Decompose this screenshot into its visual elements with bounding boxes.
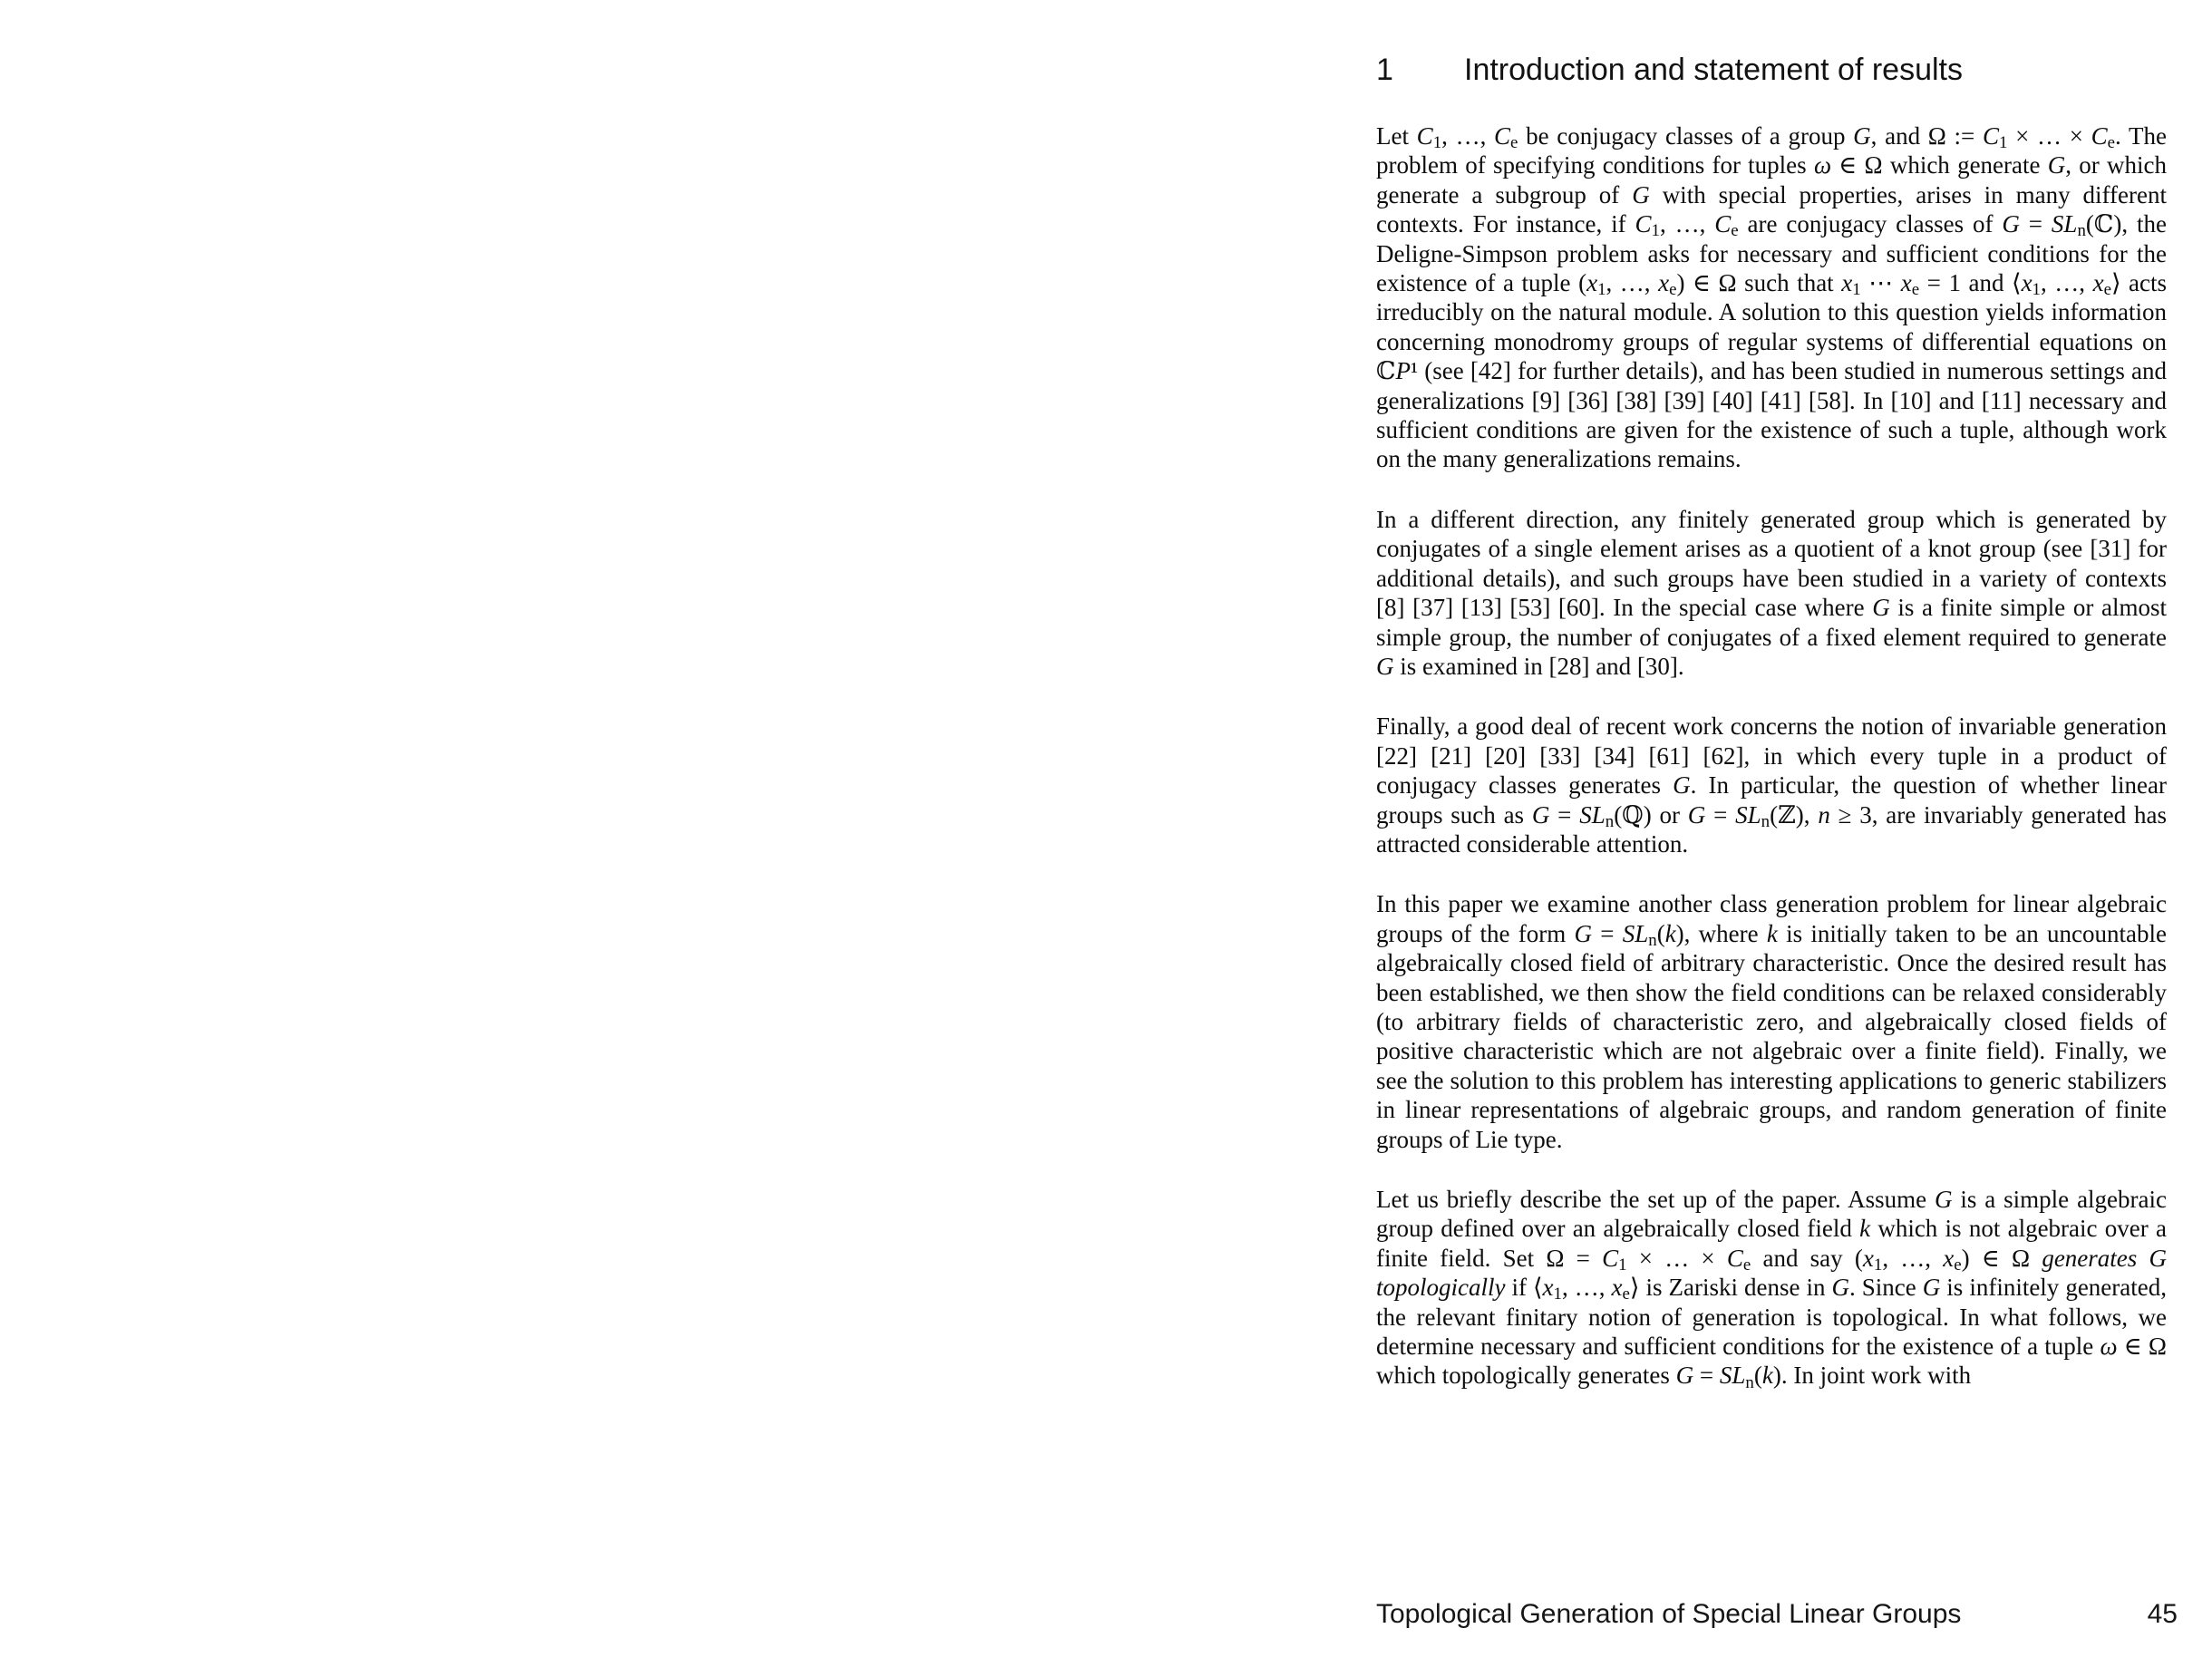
section-number: 1 (1376, 53, 1393, 87)
running-title: Topological Generation of Special Linear Groups (1376, 1599, 1962, 1629)
paragraph: Let $C_1$, …, $C_e$ be conjugacy classes of a group G, and Ω := $C_1$ × … × $C_e$. The problem of specifying conditions for tuples ω ∈ Ω which generate G, or which generate a subgroup of G with special properties, arises in many different contexts. For instance, if $C_1$, …, $C_e$ are conjugacy classes of $G = SL_n(ℂ)$, the Deligne-Simpson problem asks for necessary and sufficient conditions for the existence of a tuple ($x_1$, …, $x_e$) ∈ Ω such that $x_1$ ⋯ $x_e = 1$ and $⟨x_1$, …, $x_e⟩$ acts irreducibly on the natural module. A solution to this question yields information concerning monodromy groups of regular systems of differential equations on ℂP¹ (see [42] for further details), and has been studied in numerous settings and generalizations [9] [36] [38] [39] [40] [41] [58]. In [10] and [11] necessary and sufficient conditions are given for the existence of such a tuple, although work on the many generalizations remains. (1376, 122, 2168, 473)
paragraph: Let us briefly describe the set up of the paper. Assume G is a simple algebraic group defined over an algebraically closed field k which is not algebraic over a finite field. Set $\Omega = C_1$ × … × $C_e$ and say ($x_1$, …, $x_e$) ∈ Ω generates G topologically if $⟨x_1$, …, $x_e⟩$ is Zariski dense in G. Since G is infinitely generated, the relevant finitary notion of generation is topological. In what follows, we determine necessary and sufficient conditions for the existence of a tuple ω ∈ Ω which topologically generates $G = SL_n(k)$. In joint work with (1376, 1186, 2168, 1392)
section-title: Introduction and statement of results (1464, 53, 1963, 87)
page-footer (1376, 1599, 2178, 1630)
paragraph: In this paper we examine another class generation problem for linear algebraic groups of the form $G = SL_n(k)$, where k is initially taken to be an uncountable algebraically closed field of arbitrary characteristic. Once the desired result has been established, we then show the field conditions can be relaxed considerably (to arbitrary fields of characteristic zero, and algebraically closed fields of positive characteristic which are not algebraic over a finite field). Finally, we see the solution to this problem has interesting applications to generic stabilizers in linear representations of algebraic groups, and random generation of finite groups of Lie type. (1376, 890, 2167, 1153)
paragraph: Finally, a good deal of recent work concerns the notion of invariable generation [22] [21] [20] [33] [34] [61] [62], in which every tuple in a product of conjugacy classes generates G. In particular, the question of whether linear groups such as $G = SL_n(ℚ)$ or $G = SL_n(ℤ)$, n ≥ 3, are invariably generated has attracted considerable attention. (1376, 712, 2168, 858)
paragraph: In a different direction, any finitely generated group which is generated by conjugates of a single element arises as a quotient of a knot group (see [31] for additional details), and such groups have been studied in a variety of contexts [8] [37] [13] [53] [60]. In the special case where G is a finite simple or almost simple group, the number of conjugates of a fixed element required to generate G is examined in [28] and [30]. (1376, 505, 2167, 680)
section-heading (1376, 53, 2167, 88)
page-content (1376, 53, 2167, 1391)
page-number: 45 (2147, 1599, 2178, 1629)
